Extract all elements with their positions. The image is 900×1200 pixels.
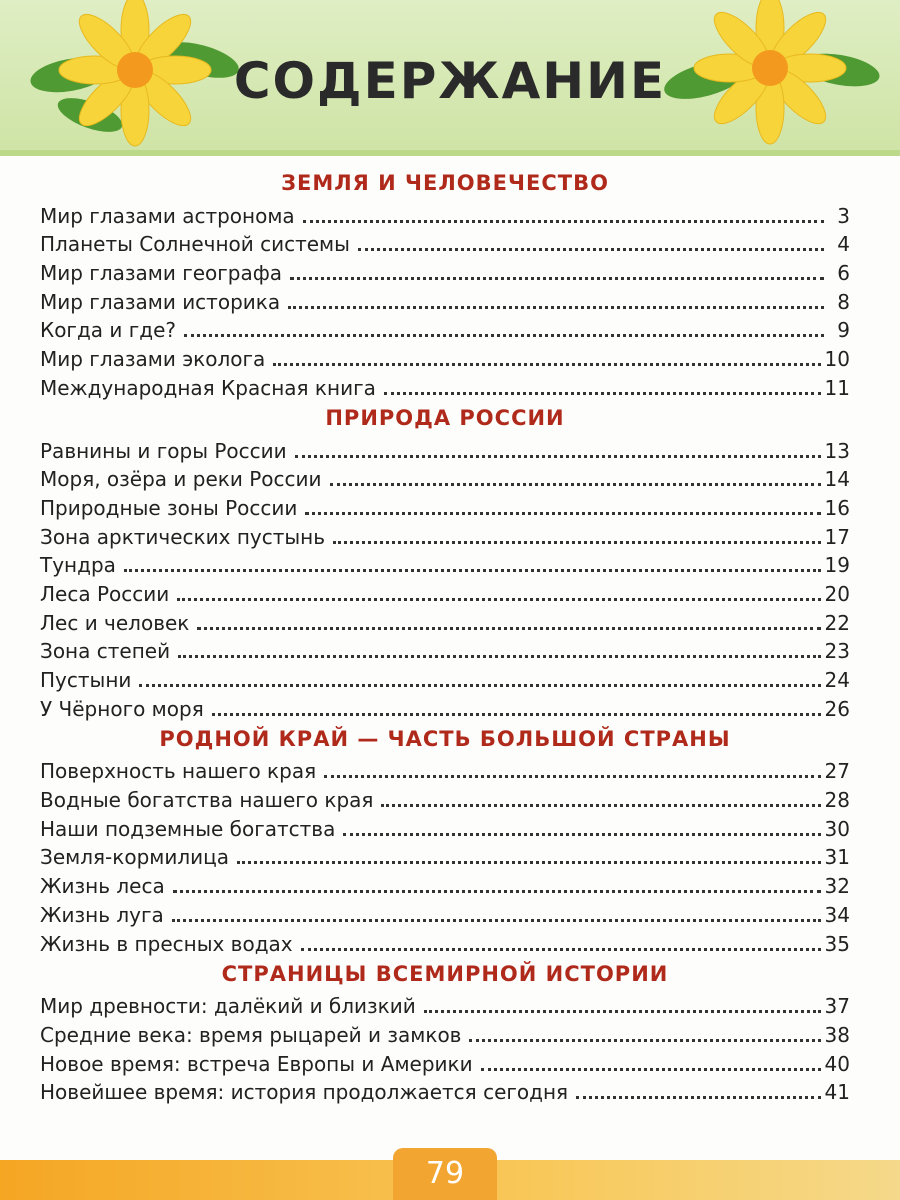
entry-page: 9 (837, 318, 850, 343)
dot-leader (124, 568, 821, 572)
dot-leader (384, 391, 821, 395)
section-title: РОДНОЙ КРАЙ — ЧАСТЬ БОЛЬШОЙ СТРАНЫ (159, 726, 731, 751)
entry-page: 23 (824, 639, 850, 664)
entry-page: 40 (824, 1051, 850, 1076)
entry-page: 28 (824, 788, 850, 813)
entry-title: Пустыни (40, 668, 132, 692)
entry-page: 8 (837, 289, 850, 314)
dot-leader (576, 1095, 821, 1099)
toc-entry[interactable] (40, 899, 850, 928)
dot-leader (358, 247, 824, 251)
toc-entry[interactable] (40, 521, 850, 550)
entry-page: 24 (824, 668, 850, 692)
flower-right-icon (660, 0, 880, 150)
toc-entry[interactable] (40, 343, 850, 372)
dot-leader (469, 1038, 820, 1042)
toc-entry[interactable] (40, 928, 850, 957)
entry-title: Средние века: время рыцарей и замков (40, 1022, 462, 1047)
toc-entry[interactable] (40, 870, 850, 899)
toc-entry[interactable] (40, 257, 850, 286)
entry-title: Мир глазами эколога (40, 347, 266, 372)
entry-title: Тундра (40, 553, 116, 578)
entry-page: 20 (824, 581, 850, 606)
dot-leader (139, 683, 820, 687)
toc-entry[interactable] (40, 784, 850, 813)
entry-page: 30 (824, 816, 850, 841)
toc-entry[interactable] (40, 693, 850, 722)
entry-page: 41 (824, 1080, 850, 1105)
dot-leader (333, 540, 821, 544)
page-title: СОДЕРЖАНИЕ (233, 52, 667, 110)
dot-leader (173, 889, 821, 893)
entry-page: 27 (824, 759, 850, 784)
toc-entry[interactable] (40, 1019, 850, 1048)
entry-title: Наши подземные богатства (40, 816, 336, 841)
entry-page: 34 (824, 902, 850, 927)
toc-entry[interactable] (40, 464, 850, 493)
dot-leader (178, 654, 820, 658)
toc-entry[interactable] (40, 578, 850, 607)
entry-title: Лес и человек (40, 610, 190, 635)
entry-page: 17 (824, 524, 850, 549)
entry-title: Мир глазами астронома (40, 203, 295, 228)
entry-title: Жизнь леса (40, 874, 165, 899)
entry-title: Жизнь луга (40, 902, 164, 927)
entry-title: Поверхность нашего края (40, 759, 317, 784)
entry-page: 3 (837, 203, 850, 228)
entry-page: 26 (824, 696, 850, 721)
table-of-contents (40, 166, 850, 1105)
toc-entry[interactable] (40, 1048, 850, 1077)
section-title: ПРИРОДА РОССИИ (325, 405, 565, 430)
dot-leader (381, 803, 820, 807)
dot-leader (324, 774, 820, 778)
toc-entry[interactable] (40, 315, 850, 344)
toc-entry[interactable] (40, 200, 850, 229)
entry-title: Моря, озёра и реки России (40, 467, 322, 492)
toc-entry[interactable] (40, 229, 850, 258)
dot-leader (481, 1067, 821, 1071)
toc-entry[interactable] (40, 1077, 850, 1106)
dot-leader (330, 482, 821, 486)
dot-leader (424, 1009, 821, 1013)
entry-title: Новое время: встреча Европы и Америки (40, 1051, 473, 1076)
entry-page: 32 (824, 874, 850, 899)
toc-entry[interactable] (40, 607, 850, 636)
entry-title: Зона степей (40, 639, 171, 664)
entry-page: 19 (824, 553, 850, 578)
toc-entry[interactable] (40, 842, 850, 871)
toc-entry[interactable] (40, 991, 850, 1020)
dot-leader (212, 712, 821, 716)
toc-entry[interactable] (40, 435, 850, 464)
entry-page: 10 (824, 347, 850, 372)
toc-entry[interactable] (40, 813, 850, 842)
entry-page: 16 (824, 495, 850, 520)
section-title: СТРАНИЦЫ ВСЕМИРНОЙ ИСТОРИИ (221, 961, 669, 986)
entry-title: Мир глазами историка (40, 289, 281, 314)
entry-title: Водные богатства нашего края (40, 788, 374, 813)
entry-title: Природные зоны России (40, 495, 298, 520)
entry-title: Планеты Солнечной системы (40, 232, 350, 257)
page-number: 79 (393, 1148, 497, 1200)
section-title: ЗЕМЛЯ И ЧЕЛОВЕЧЕСТВО (281, 171, 609, 195)
toc-entry[interactable] (40, 492, 850, 521)
dot-leader (288, 305, 824, 309)
dot-leader (177, 597, 820, 601)
toc-entry[interactable] (40, 636, 850, 665)
entry-page: 11 (824, 375, 850, 400)
dot-leader (197, 626, 820, 630)
dot-leader (343, 832, 820, 836)
entry-page: 13 (824, 438, 850, 463)
toc-entry[interactable] (40, 756, 850, 785)
entry-title: Мир глазами географа (40, 261, 283, 286)
entry-title: Международная Красная книга (40, 375, 376, 400)
entry-title: У Чёрного моря (40, 696, 204, 721)
entry-title: Леса России (40, 581, 170, 606)
entry-page: 31 (824, 845, 850, 870)
dot-leader (290, 276, 824, 280)
entry-title: Жизнь в пресных водах (40, 931, 293, 956)
entry-title: Равнины и горы России (40, 438, 287, 463)
entry-page: 14 (824, 467, 850, 492)
entry-page: 22 (824, 610, 850, 635)
entry-title: Зона арктических пустынь (40, 524, 326, 549)
dot-leader (273, 362, 820, 366)
page-header (0, 0, 900, 156)
entry-title: Когда и где? (40, 318, 176, 343)
dot-leader (184, 333, 824, 337)
entry-page: 35 (824, 931, 850, 956)
entry-title: Земля-кормилица (40, 845, 229, 870)
entry-page: 4 (837, 232, 850, 257)
dot-leader (172, 918, 821, 922)
entry-title: Новейшее время: история продолжается сегодня (40, 1080, 569, 1105)
dot-leader (305, 511, 820, 515)
dot-leader (237, 860, 821, 864)
entry-page: 37 (824, 994, 850, 1019)
dot-leader (295, 454, 821, 458)
dot-leader (303, 219, 824, 223)
toc-entry[interactable] (40, 372, 850, 401)
entry-title: Мир древности: далёкий и близкий (40, 994, 416, 1019)
toc-entry[interactable] (40, 286, 850, 315)
toc-entry[interactable] (40, 664, 850, 693)
entry-page: 6 (837, 261, 850, 286)
dot-leader (301, 947, 821, 951)
entry-page: 38 (824, 1022, 850, 1047)
toc-entry[interactable] (40, 550, 850, 579)
